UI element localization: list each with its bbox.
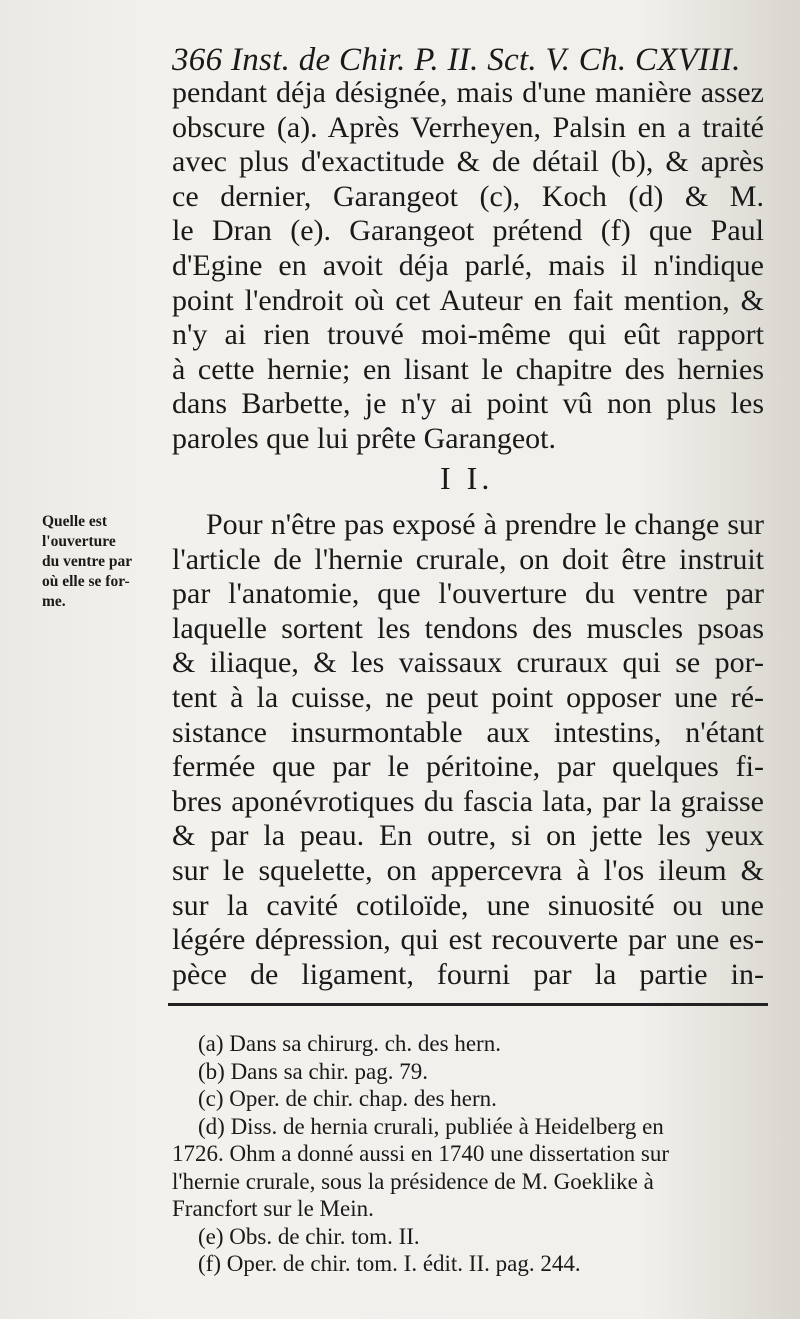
paragraph-2 bbox=[172, 508, 764, 992]
footnote-f: (f) Oper. de chir. tom. I. édit. II. pag. 244. bbox=[198, 1251, 581, 1276]
margin-note-line: où elle se for- bbox=[42, 573, 130, 590]
footnote-b: (b) Dans sa chir. pag. 79. bbox=[198, 1058, 428, 1084]
section-number: I I. bbox=[440, 460, 494, 496]
text-line: point l'endroit où cet Auteur en fait mention, & bbox=[172, 283, 764, 317]
margin-note-line: du ventre par bbox=[42, 553, 133, 570]
margin-note bbox=[42, 512, 172, 612]
text-line: par l'anatomie, que l'ouverture du ventre par bbox=[172, 577, 764, 611]
footnote-d-cont: 1726. Ohm a donné aussi en 1740 une dissertation sur bbox=[172, 1141, 669, 1166]
text-line: à cette hernie; en lisant le chapitre des hernies bbox=[172, 352, 764, 386]
text-line: dans Barbette, je n'y ai point vû non plus les bbox=[172, 387, 764, 421]
text-line: sur la cavité cotiloïde, une sinuosité ou une bbox=[172, 888, 764, 922]
text-line: avec plus d'exactitude & de détail (b), & après bbox=[172, 145, 764, 179]
text-line: l'article de l'hernie crurale, on doit être instruit bbox=[172, 542, 764, 576]
text-line: sur le squelette, on appercevra à l'os ileum & bbox=[172, 853, 764, 887]
footnote-rule bbox=[168, 1003, 768, 1006]
text-line: tent à la cuisse, ne peut point opposer une ré- bbox=[172, 680, 764, 714]
footnote-e: (e) Obs. de chir. tom. II. bbox=[198, 1223, 420, 1249]
paragraph-1 bbox=[172, 76, 764, 457]
text-line: fermée que par le péritoine, par quelques fi- bbox=[172, 750, 764, 784]
footnotes bbox=[172, 1030, 772, 1278]
text-line: ce dernier, Garangeot (c), Koch (d) & M. bbox=[172, 179, 764, 213]
text-line: obscure (a). Après Verrheyen, Palsin en a traité bbox=[172, 110, 764, 144]
text-line: d'Egine en avoit déja parlé, mais il n'indique bbox=[172, 248, 764, 282]
footnote-d-cont: l'hernie crurale, sous la présidence de M. Goeklike à bbox=[172, 1168, 654, 1194]
text-line: laquelle sortent les tendons des muscles psoas bbox=[172, 611, 764, 645]
text-line: n'y ai rien trouvé moi-même qui eût rapport bbox=[172, 318, 764, 352]
margin-note-line: me. bbox=[42, 593, 66, 610]
text-line: paroles que lui prête Garangeot. bbox=[172, 421, 557, 455]
footnote-a: (a) Dans sa chirurg. ch. des hern. bbox=[198, 1031, 501, 1056]
text-line: sistance insurmontable aux intestins, n'étant bbox=[172, 715, 764, 749]
text-line: pendant déja désignée, mais d'une manière assez bbox=[172, 76, 764, 109]
text-line: bres aponévrotiques du fascia lata, par la graisse bbox=[172, 784, 764, 818]
text-line: Pour n'être pas exposé à prendre le change sur bbox=[206, 508, 764, 541]
text-line: le Dran (e). Garangeot prétend (f) que Paul bbox=[172, 214, 764, 248]
footnote-c: (c) Oper. de chir. chap. des hern. bbox=[198, 1086, 497, 1111]
footnote-d-cont: Francfort sur le Mein. bbox=[172, 1196, 374, 1221]
text-line: pèce de ligament, fourni par la partie in- bbox=[172, 957, 764, 991]
margin-note-line: Quelle est bbox=[42, 513, 107, 530]
text-line: & iliaque, & les vaissaux cruraux qui se por- bbox=[172, 646, 764, 680]
running-header: 366 Inst. de Chir. P. II. Sct. V. Ch. CXVIII. bbox=[172, 42, 741, 78]
footnote-d: (d) Diss. de hernia crurali, publiée à Heidelberg en bbox=[198, 1113, 664, 1139]
text-line: légére dépression, qui est recouverte par une es- bbox=[172, 923, 764, 957]
margin-note-line: l'ouverture bbox=[42, 533, 116, 550]
text-line: & par la peau. En outre, si on jette les yeux bbox=[172, 819, 764, 853]
